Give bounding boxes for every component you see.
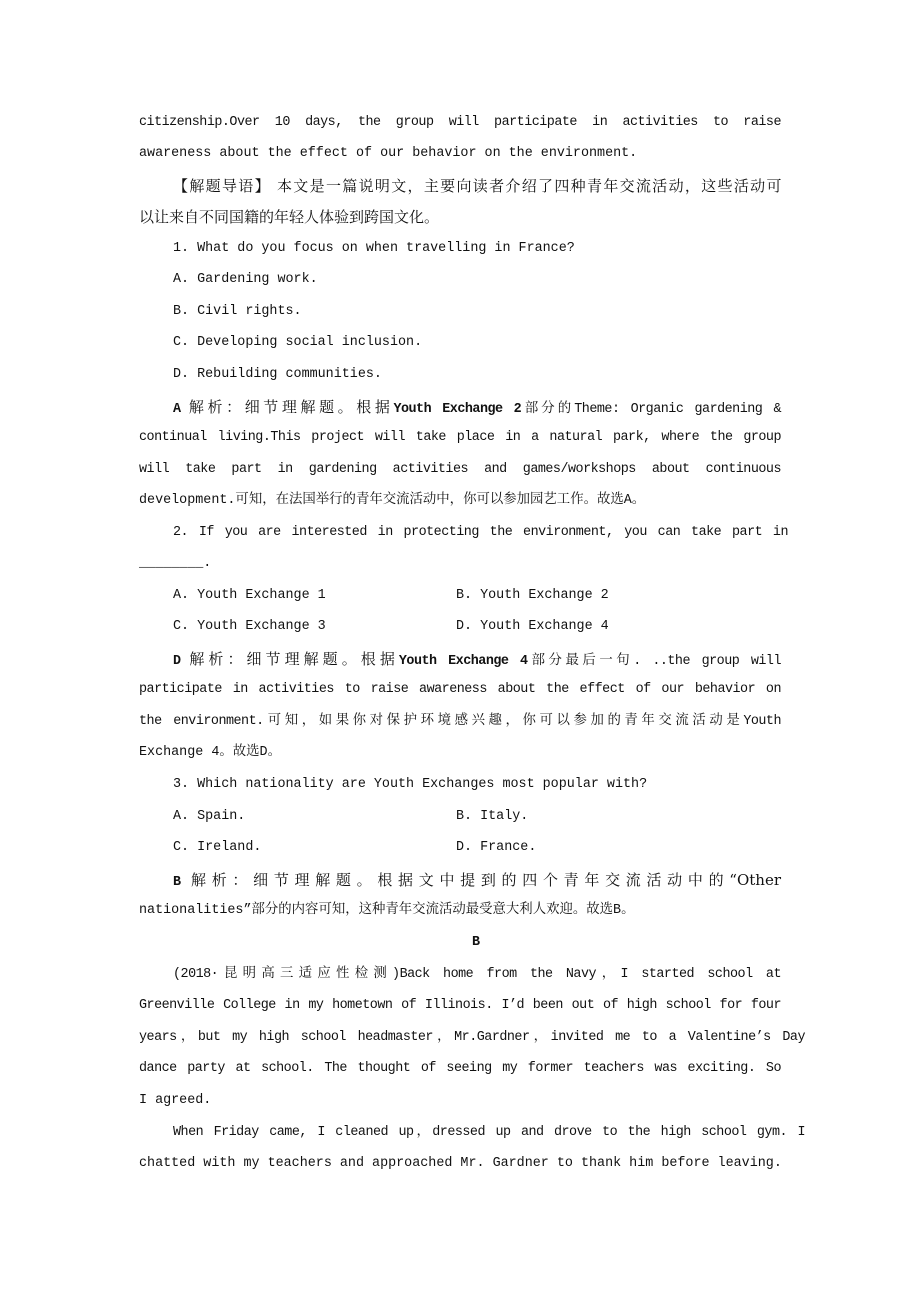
passage-line: chatted with my teachers and approached Mr. Gardner to thank him before leaving. [139,1156,782,1171]
option-b: B. Civil rights. [173,304,302,319]
question-1: 1. What do you focus on when travelling in France? [173,241,575,256]
bold-reference: Youth Exchange 2 [393,402,522,417]
explanation-line: continual living.This project will take place in a natural park, where the group [139,430,781,445]
option-b: B. Youth Exchange 2 [456,588,609,603]
option-d: D. France. [456,840,537,855]
explanation-text: 解析：细节理解题。根据文中提到的四个青年交流活动中的“Other [180,871,781,889]
answer-letter: D [173,654,181,669]
answer-letter: B [173,875,181,890]
option-a: A. Youth Exchange 1 [173,588,326,603]
explanation-text: 部分的Theme: Organic gardening & [521,402,781,417]
explanation-line: Exchange 4。故选D。 [139,745,281,760]
passage-line: awareness about the effect of our behavior on the environment. [139,146,638,161]
answer-explanation-1 [173,396,781,418]
question-3: 3. Which nationality are Youth Exchanges most popular with? [173,777,648,792]
option-b: B. Italy. [456,809,529,824]
explanation-line: development.可知，在法国举行的青年交流活动中，你可以参加园艺工作。故选A。 [139,493,646,508]
explanation-line: will take part in gardening activities and games/workshops about continuous [139,462,781,477]
explanation-text: 解析：细节理解题。根据 [180,650,399,668]
options-row [173,585,781,607]
passage-line: years，but my high school headmaster，Mr.Gardner，invited me to a Valentine’s Day [139,1030,805,1045]
option-d: D. Youth Exchange 4 [456,619,609,634]
passage-line: citizenship.Over 10 days, the group will participate in activities to raise [139,115,781,130]
option-a: A. Spain. [173,809,246,824]
option-c: C. Ireland. [173,840,262,855]
explanation-line: the environment.可知，如果你对保护环境感兴趣，你可以参加的青年交流活动是Youth [139,714,781,729]
guide-text: 以让来自不同国籍的年轻人体验到跨国文化。 [139,208,440,226]
question-2: 2. If you are interested in protecting the environment, you can take part in [173,525,788,540]
section-heading: B [471,935,481,950]
blank: ________. [139,556,212,571]
explanation-text: 解析：细节理解题。根据 [180,398,394,416]
options-row [173,616,781,638]
bold-reference: Youth Exchange 4 [398,654,528,669]
explanation-text: 部分最后一句. ..the group will [527,654,781,669]
options-row [173,837,781,859]
answer-letter: A [173,402,181,417]
option-c: C. Developing social inclusion. [173,335,423,350]
option-c: C. Youth Exchange 3 [173,619,326,634]
answer-explanation-2 [173,648,781,670]
explanation-line: participate in activities to raise awareness about the effect of our behavior on [139,682,781,697]
options-row [173,806,781,828]
guide-heading [173,175,781,197]
passage-line: dance party at school. The thought of seeing my former teachers was exciting. So [139,1061,781,1076]
option-a: A. Gardening work. [173,272,318,287]
option-d: D. Rebuilding communities. [173,367,382,382]
answer-explanation-3 [173,869,781,891]
passage-line: (2018·昆明高三适应性检测)Back home from the Navy，I started school at [173,967,781,982]
passage-line: Greenville College in my hometown of Illinois. I’d been out of high school for four [139,998,781,1013]
passage-line: I agreed. [139,1093,212,1108]
passage-line: When Friday came, I cleaned up，dressed up and drove to the high school gym. I [173,1125,805,1140]
guide-label: 【解题导语】 [173,177,271,195]
guide-text: 本文是一篇说明文，主要向读者介绍了四种青年交流活动，这些活动可 [270,177,781,195]
explanation-line: nationalities”部分的内容可知，这种青年交流活动最受意大利人欢迎。故选B。 [139,903,635,918]
